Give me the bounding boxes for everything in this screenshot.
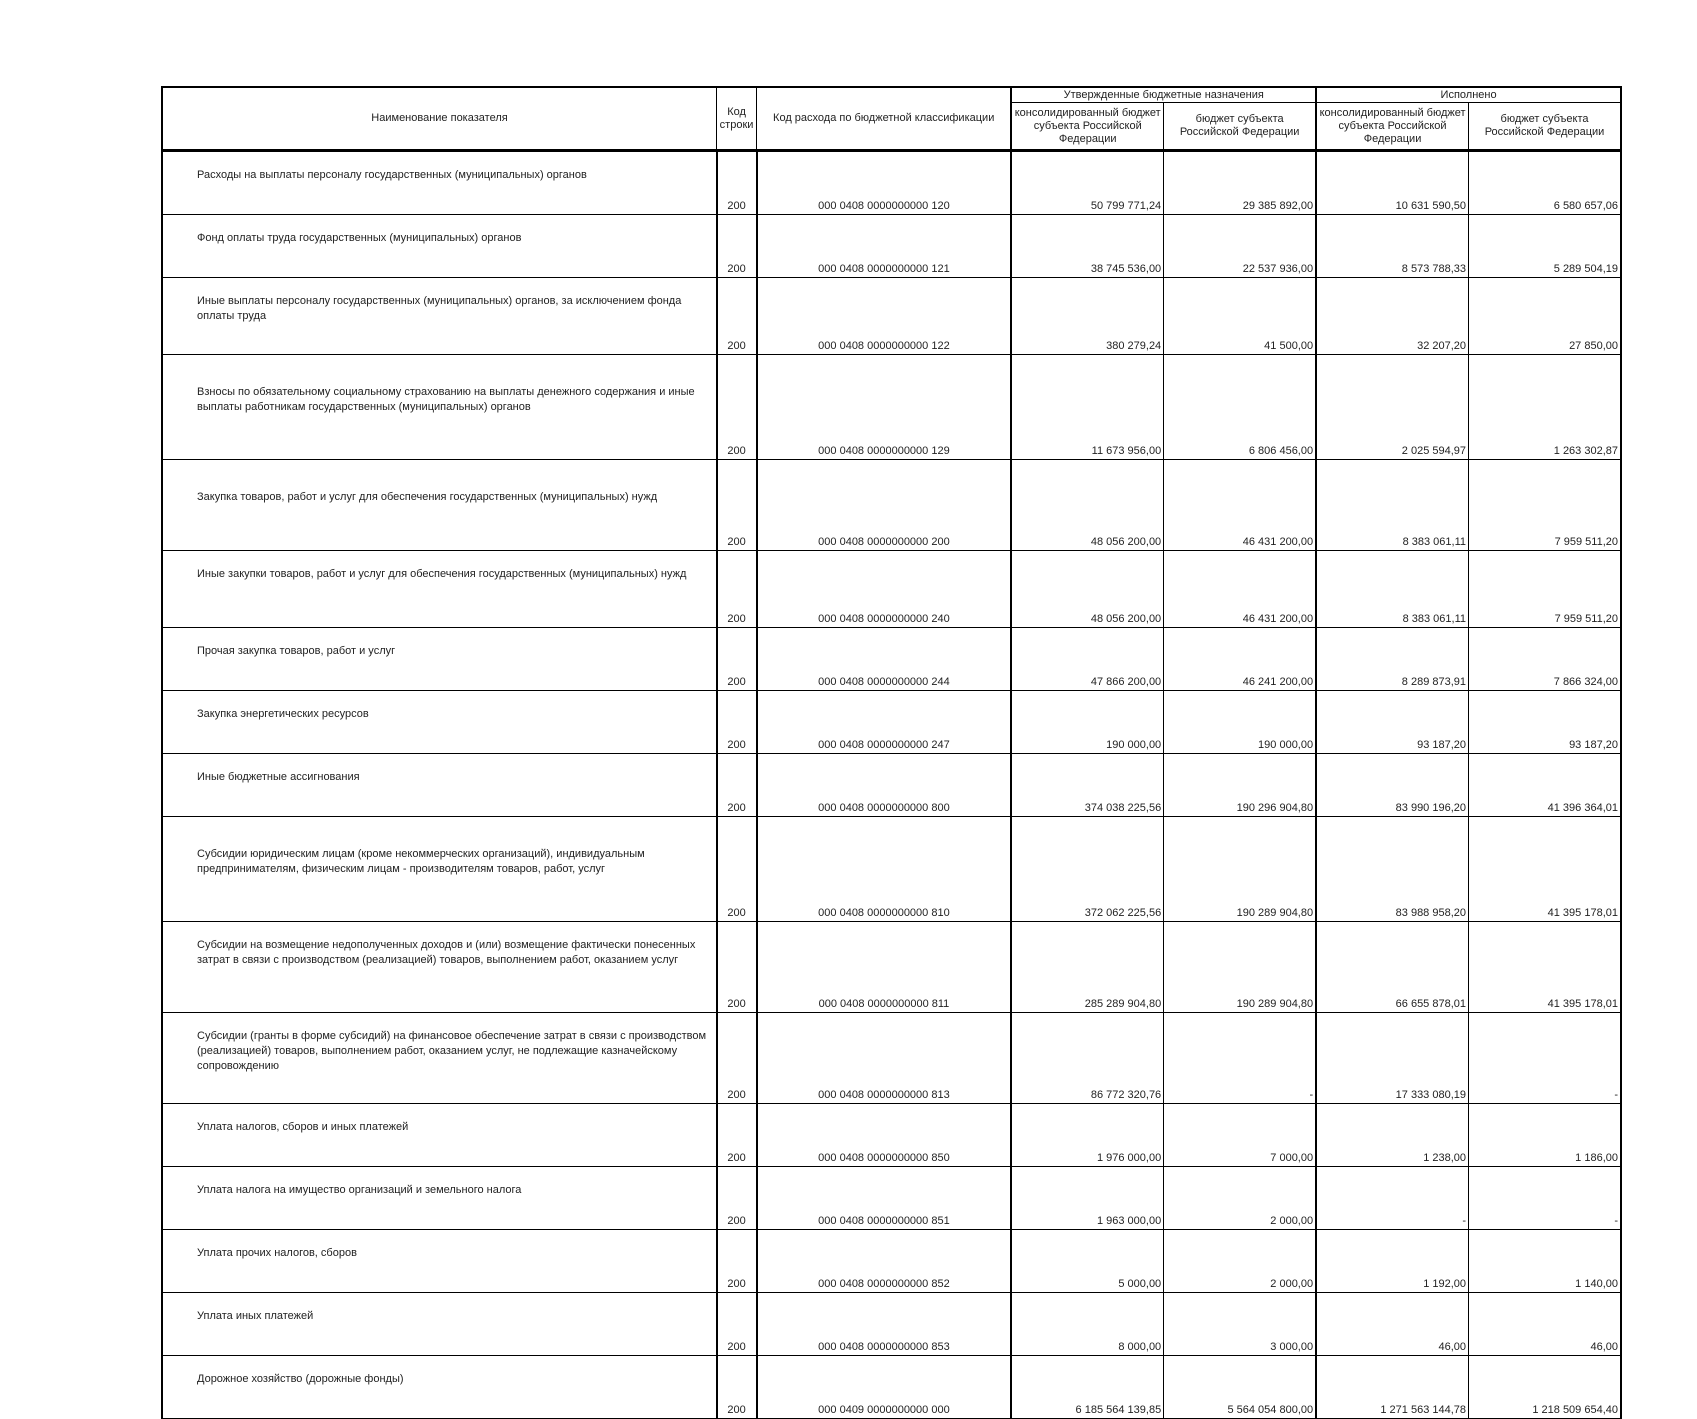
row-approved-consolidated: 38 745 536,00	[1011, 215, 1163, 278]
table-row	[162, 922, 1621, 1013]
row-approved-subject: 29 385 892,00	[1164, 151, 1316, 215]
row-executed-subject: 1 263 302,87	[1469, 355, 1621, 460]
row-executed-subject: 41 395 178,01	[1469, 817, 1621, 922]
row-class-code: 000 0408 0000000000 853	[757, 1293, 1012, 1356]
row-executed-consolidated: 8 573 788,33	[1316, 215, 1468, 278]
row-class-code: 000 0408 0000000000 810	[757, 817, 1012, 922]
row-approved-consolidated: 50 799 771,24	[1011, 151, 1163, 215]
row-line-code: 200	[717, 278, 757, 355]
row-approved-subject: 190 289 904,80	[1164, 817, 1316, 922]
table-row	[162, 1013, 1621, 1104]
row-executed-consolidated: 10 631 590,50	[1316, 151, 1468, 215]
row-executed-consolidated: -	[1316, 1167, 1468, 1230]
table-row	[162, 151, 1621, 215]
row-line-code: 200	[717, 1293, 757, 1356]
row-executed-consolidated: 83 988 958,20	[1316, 817, 1468, 922]
row-executed-subject: 41 395 178,01	[1469, 922, 1621, 1013]
table-row	[162, 628, 1621, 691]
row-approved-subject: 46 431 200,00	[1164, 551, 1316, 628]
row-class-code: 000 0408 0000000000 851	[757, 1167, 1012, 1230]
table-row	[162, 1104, 1621, 1167]
row-approved-consolidated: 380 279,24	[1011, 278, 1163, 355]
row-approved-subject: 46 431 200,00	[1164, 460, 1316, 551]
table-row	[162, 278, 1621, 355]
table-row	[162, 817, 1621, 922]
row-line-code: 200	[717, 1230, 757, 1293]
row-executed-consolidated: 2 025 594,97	[1316, 355, 1468, 460]
row-executed-consolidated: 66 655 878,01	[1316, 922, 1468, 1013]
row-executed-consolidated: 93 187,20	[1316, 691, 1468, 754]
row-executed-consolidated: 1 238,00	[1316, 1104, 1468, 1167]
row-name: Прочая закупка товаров, работ и услуг	[162, 628, 717, 691]
row-name: Закупка товаров, работ и услуг для обеспечения государственных (муниципальных) нужд	[162, 460, 717, 551]
row-executed-subject: 1 140,00	[1469, 1230, 1621, 1293]
header-indicator-name: Наименование показателя	[162, 87, 717, 151]
row-approved-consolidated: 190 000,00	[1011, 691, 1163, 754]
header-executed-subject: бюджет субъекта Российской Федерации	[1469, 103, 1621, 151]
header-approved: Утвержденные бюджетные назначения	[1011, 87, 1316, 103]
row-line-code: 200	[717, 1356, 757, 1419]
row-approved-consolidated: 1 963 000,00	[1011, 1167, 1163, 1230]
row-class-code: 000 0408 0000000000 240	[757, 551, 1012, 628]
header-executed-consolidated: консолидированный бюджет субъекта Российской Федерации	[1316, 103, 1468, 151]
row-line-code: 200	[717, 817, 757, 922]
row-executed-consolidated: 46,00	[1316, 1293, 1468, 1356]
row-approved-consolidated: 48 056 200,00	[1011, 551, 1163, 628]
row-approved-consolidated: 5 000,00	[1011, 1230, 1163, 1293]
row-class-code: 000 0408 0000000000 247	[757, 691, 1012, 754]
table-row	[162, 691, 1621, 754]
row-executed-subject: 7 959 511,20	[1469, 551, 1621, 628]
row-executed-consolidated: 83 990 196,20	[1316, 754, 1468, 817]
row-executed-consolidated: 8 383 061,11	[1316, 460, 1468, 551]
row-executed-consolidated: 32 207,20	[1316, 278, 1468, 355]
row-name: Иные бюджетные ассигнования	[162, 754, 717, 817]
row-name: Субсидии на возмещение недополученных доходов и (или) возмещение фактически понесенных затрат в связи с производством (реализацией) товаров, выполнением работ, оказанием услуг	[162, 922, 717, 1013]
row-executed-subject: -	[1469, 1013, 1621, 1104]
row-executed-consolidated: 8 289 873,91	[1316, 628, 1468, 691]
row-approved-subject: 46 241 200,00	[1164, 628, 1316, 691]
row-line-code: 200	[717, 551, 757, 628]
row-line-code: 200	[717, 754, 757, 817]
row-line-code: 200	[717, 1104, 757, 1167]
row-executed-subject: 5 289 504,19	[1469, 215, 1621, 278]
row-line-code: 200	[717, 1013, 757, 1104]
row-line-code: 200	[717, 1167, 757, 1230]
row-approved-consolidated: 8 000,00	[1011, 1293, 1163, 1356]
row-name: Субсидии (гранты в форме субсидий) на финансовое обеспечение затрат в связи с производством (реализацией) товаров, выполнением работ, оказанием услуг, не подлежащие казначейскому сопровождению	[162, 1013, 717, 1104]
row-name: Иные закупки товаров, работ и услуг для обеспечения государственных (муниципальных) нужд	[162, 551, 717, 628]
row-name: Взносы по обязательному социальному страхованию на выплаты денежного содержания и иные выплаты работникам государственных (муниципальных) органов	[162, 355, 717, 460]
row-executed-subject: 41 396 364,01	[1469, 754, 1621, 817]
row-approved-subject: 190 000,00	[1164, 691, 1316, 754]
table-row	[162, 754, 1621, 817]
row-approved-subject: 2 000,00	[1164, 1230, 1316, 1293]
row-class-code: 000 0409 0000000000 000	[757, 1356, 1012, 1419]
row-approved-subject: 190 296 904,80	[1164, 754, 1316, 817]
row-line-code: 200	[717, 691, 757, 754]
row-executed-subject: 93 187,20	[1469, 691, 1621, 754]
row-executed-consolidated: 1 271 563 144,78	[1316, 1356, 1468, 1419]
row-executed-subject: 6 580 657,06	[1469, 151, 1621, 215]
row-class-code: 000 0408 0000000000 129	[757, 355, 1012, 460]
row-name: Фонд оплаты труда государственных (муниципальных) органов	[162, 215, 717, 278]
table-header	[162, 87, 1621, 151]
row-executed-subject: 7 866 324,00	[1469, 628, 1621, 691]
row-approved-consolidated: 86 772 320,76	[1011, 1013, 1163, 1104]
header-approved-consolidated: консолидированный бюджет субъекта Российской Федерации	[1011, 103, 1163, 151]
row-executed-consolidated: 8 383 061,11	[1316, 551, 1468, 628]
row-approved-consolidated: 6 185 564 139,85	[1011, 1356, 1163, 1419]
row-executed-subject: 1 186,00	[1469, 1104, 1621, 1167]
row-executed-subject: 27 850,00	[1469, 278, 1621, 355]
row-approved-subject: 190 289 904,80	[1164, 922, 1316, 1013]
table-row	[162, 1356, 1621, 1419]
row-approved-subject: -	[1164, 1013, 1316, 1104]
row-line-code: 200	[717, 922, 757, 1013]
table-row	[162, 1167, 1621, 1230]
row-executed-subject: -	[1469, 1167, 1621, 1230]
row-approved-subject: 3 000,00	[1164, 1293, 1316, 1356]
row-executed-consolidated: 17 333 080,19	[1316, 1013, 1468, 1104]
row-executed-consolidated: 1 192,00	[1316, 1230, 1468, 1293]
row-approved-subject: 6 806 456,00	[1164, 355, 1316, 460]
table-row	[162, 551, 1621, 628]
header-classification-code: Код расхода по бюджетной классификации	[757, 87, 1012, 151]
table-body	[162, 151, 1621, 1419]
row-approved-subject: 5 564 054 800,00	[1164, 1356, 1316, 1419]
table-row	[162, 355, 1621, 460]
row-class-code: 000 0408 0000000000 244	[757, 628, 1012, 691]
row-approved-consolidated: 1 976 000,00	[1011, 1104, 1163, 1167]
row-line-code: 200	[717, 355, 757, 460]
table-row	[162, 1230, 1621, 1293]
row-line-code: 200	[717, 151, 757, 215]
row-name: Закупка энергетических ресурсов	[162, 691, 717, 754]
row-executed-subject: 46,00	[1469, 1293, 1621, 1356]
row-class-code: 000 0408 0000000000 813	[757, 1013, 1012, 1104]
row-approved-consolidated: 11 673 956,00	[1011, 355, 1163, 460]
row-class-code: 000 0408 0000000000 800	[757, 754, 1012, 817]
row-line-code: 200	[717, 628, 757, 691]
row-class-code: 000 0408 0000000000 811	[757, 922, 1012, 1013]
row-name: Дорожное хозяйство (дорожные фонды)	[162, 1356, 717, 1419]
row-class-code: 000 0408 0000000000 120	[757, 151, 1012, 215]
row-name: Уплата прочих налогов, сборов	[162, 1230, 717, 1293]
row-approved-consolidated: 48 056 200,00	[1011, 460, 1163, 551]
row-name: Субсидии юридическим лицам (кроме некоммерческих организаций), индивидуальным предпринимателям, физическим лицам - производителям товаров, работ, услуг	[162, 817, 717, 922]
row-line-code: 200	[717, 460, 757, 551]
row-approved-subject: 7 000,00	[1164, 1104, 1316, 1167]
row-approved-consolidated: 47 866 200,00	[1011, 628, 1163, 691]
row-name: Уплата иных платежей	[162, 1293, 717, 1356]
row-name: Иные выплаты персоналу государственных (муниципальных) органов, за исключением фонда оплаты труда	[162, 278, 717, 355]
table-row	[162, 460, 1621, 551]
header-executed: Исполнено	[1316, 87, 1621, 103]
row-approved-consolidated: 372 062 225,56	[1011, 817, 1163, 922]
row-class-code: 000 0408 0000000000 852	[757, 1230, 1012, 1293]
budget-expenditure-table	[161, 86, 1622, 1419]
row-name: Уплата налога на имущество организаций и земельного налога	[162, 1167, 717, 1230]
row-executed-subject: 7 959 511,20	[1469, 460, 1621, 551]
row-class-code: 000 0408 0000000000 122	[757, 278, 1012, 355]
row-class-code: 000 0408 0000000000 850	[757, 1104, 1012, 1167]
table-row	[162, 215, 1621, 278]
row-executed-subject: 1 218 509 654,40	[1469, 1356, 1621, 1419]
row-name: Расходы на выплаты персоналу государственных (муниципальных) органов	[162, 151, 717, 215]
row-class-code: 000 0408 0000000000 121	[757, 215, 1012, 278]
header-approved-subject: бюджет субъекта Российской Федерации	[1164, 103, 1316, 151]
row-line-code: 200	[717, 215, 757, 278]
row-approved-subject: 2 000,00	[1164, 1167, 1316, 1230]
row-approved-subject: 41 500,00	[1164, 278, 1316, 355]
row-approved-consolidated: 374 038 225,56	[1011, 754, 1163, 817]
row-name: Уплата налогов, сборов и иных платежей	[162, 1104, 717, 1167]
row-approved-consolidated: 285 289 904,80	[1011, 922, 1163, 1013]
row-approved-subject: 22 537 936,00	[1164, 215, 1316, 278]
row-class-code: 000 0408 0000000000 200	[757, 460, 1012, 551]
header-line-code: Код строки	[717, 87, 757, 151]
table-row	[162, 1293, 1621, 1356]
